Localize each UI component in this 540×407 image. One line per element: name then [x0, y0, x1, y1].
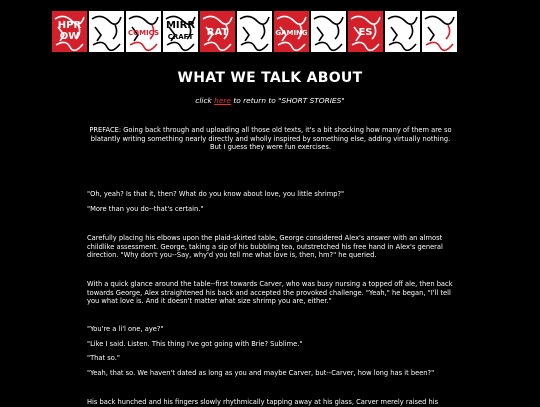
banner-tile-paper[interactable]: [237, 11, 272, 52]
story-paragraph: [87, 190, 454, 199]
sketch-stroke: [317, 27, 323, 41]
story-paragraph-text: "Yeah, that so. We haven't dated as long as you and maybe Carver, but--Carver, how long has it been?": [87, 369, 435, 377]
banner-tile-comics-art: [126, 11, 161, 52]
sketch-stroke: [335, 25, 339, 39]
return-line: [0, 96, 540, 105]
tile-label: CRAFT: [167, 33, 194, 41]
banner: [52, 11, 457, 52]
sketch-stroke: [204, 42, 231, 50]
sketch-stroke: [391, 27, 397, 41]
sketch-stroke: [92, 16, 121, 24]
tile-label: RAT: [206, 27, 229, 38]
banner-tile-paper-art: [237, 11, 272, 52]
tile-label: OW: [59, 31, 80, 42]
story-paragraph-text: "Oh, yeah? Is that it, then? What do you know about love, you little shrimp?": [87, 190, 345, 198]
sketch-stroke: [426, 42, 453, 50]
banner-tile-sketch-1[interactable]: [89, 11, 124, 52]
banner-tile-mirror-art: [163, 11, 198, 52]
banner-tile-hpr-art: [52, 11, 87, 52]
sketch-stroke: [130, 42, 157, 50]
preface: [87, 126, 454, 152]
story-paragraph: [87, 325, 454, 334]
tile-label: HPR: [57, 20, 82, 31]
banner-tile-gaming-art: [274, 11, 309, 52]
sketch-stroke: [203, 16, 232, 24]
sketch-stroke: [129, 16, 158, 24]
sketch-stroke: [446, 25, 450, 39]
story-paragraph: [87, 205, 454, 214]
page-title: WHAT WE TALK ABOUT: [177, 70, 363, 86]
story-paragraph: [87, 340, 454, 349]
sketch-stroke: [388, 16, 417, 24]
banner-tile-gaming[interactable]: [274, 11, 309, 52]
return-suffix: to return to "SHORT STORIES": [231, 96, 345, 105]
story-paragraph-text: "That so.": [87, 354, 120, 362]
sketch-stroke: [240, 16, 269, 24]
banner-tile-sketch-2[interactable]: [311, 11, 346, 52]
return-prefix: click: [195, 96, 215, 105]
sketch-stroke: [314, 16, 343, 24]
sketch-stroke: [315, 42, 342, 50]
story-paragraph-text: "You're a li'l one, aye?": [87, 325, 164, 333]
sketch-stroke: [113, 25, 117, 39]
sketch-stroke: [241, 42, 268, 50]
sketch-stroke: [352, 42, 379, 50]
banner-tile-es-art: [348, 11, 383, 52]
story-paragraph-text: His back hunched and his fingers slowly rhythmically tapping away at his glass, Carver merely raised his: [87, 398, 439, 406]
sketch-stroke: [95, 27, 101, 41]
banner-tile-sketch-2-art: [311, 11, 346, 52]
sketch-stroke: [277, 16, 306, 24]
tile-label: MIRR: [165, 20, 196, 31]
banner-tile-es[interactable]: [348, 11, 383, 52]
banner-tile-sketch-4[interactable]: [422, 11, 457, 52]
sketch-stroke: [167, 42, 194, 50]
sketch-stroke: [278, 42, 305, 50]
banner-tile-comics[interactable]: [126, 11, 161, 52]
sketch-stroke: [389, 42, 416, 50]
sketch-stroke: [93, 42, 120, 50]
story-paragraph: [87, 354, 454, 363]
sketch-stroke: [425, 16, 454, 24]
banner-tile-sketch-3[interactable]: [385, 11, 420, 52]
sketch-stroke: [351, 16, 380, 24]
sketch-stroke: [409, 25, 413, 39]
sketch-stroke: [56, 42, 83, 50]
story-paragraph-text: "More than you do--that's certain.": [87, 205, 204, 213]
story-paragraph: [87, 369, 454, 378]
sketch-stroke: [243, 27, 249, 41]
sketch-stroke: [428, 27, 434, 41]
story-paragraph-text: With a quick glance around the table--first towards Carver, who was busy nursing a topped off ale, then back towards George, Alex straightened his back and accepted the provoked challenge. "Yeah," he began, "I'll tell you what love is. And it doesn't matter what size shrimp you are, either.": [87, 280, 453, 306]
story-paragraph: [87, 280, 454, 306]
return-link[interactable]: here: [214, 96, 231, 105]
sketch-stroke: [261, 25, 265, 39]
preface-text: PREFACE: Going back through and uploading all those old texts, it's a bit shocking how many of them are so blatantly writing something nearly directly and wholly inspired by something else, adding virtually nothing. But I guess they were fun exercises.: [89, 126, 452, 152]
banner-tile-mirror[interactable]: [163, 11, 198, 52]
story-paragraph: [87, 398, 454, 407]
story-paragraph-text: Carefully placing his elbows upon the plaid-skirted table, George considered Alex's answer with an almost childlike assessment. George, taking a sip of his bubbling tea, outstretched his free hand in Alex's general direction. "Why don't you--Say, why'd you tell me what love is, then, hm?" he queried.: [87, 234, 443, 260]
banner-tile-sketch-4-art: [422, 11, 457, 52]
banner-tile-rat[interactable]: [200, 11, 235, 52]
banner-tile-rat-art: [200, 11, 235, 52]
tile-label: COMICS: [128, 29, 159, 37]
banner-tile-hpr[interactable]: [52, 11, 87, 52]
tile-label: GAMING: [275, 29, 308, 37]
banner-tile-sketch-1-art: [89, 11, 124, 52]
sketch-stroke: [372, 25, 376, 39]
story-paragraph-text: "Like I said. Listen. This thing I've got going with Brie? Sublime.": [87, 340, 303, 348]
tile-label: ES: [358, 27, 373, 38]
story-paragraph: [87, 234, 454, 260]
banner-tile-sketch-3-art: [385, 11, 420, 52]
